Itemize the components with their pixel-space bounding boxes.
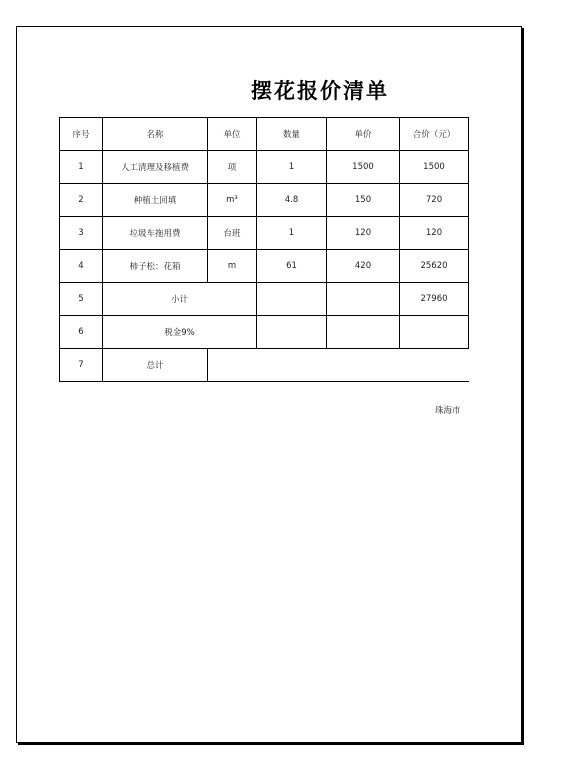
cell-total: 720 [400, 184, 469, 217]
footer-company-note: 珠海市 [435, 406, 461, 416]
cell-total: 25620 [400, 250, 469, 283]
table-row [60, 151, 469, 184]
grand-total-value [208, 349, 469, 382]
header-index: 序号 [60, 118, 103, 151]
table-row [60, 217, 469, 250]
cell-qty: 1 [257, 217, 327, 250]
header-name: 名称 [103, 118, 208, 151]
cell-empty [400, 316, 469, 349]
cell-empty [257, 316, 327, 349]
cell-index: 1 [60, 151, 103, 184]
header-price: 单价 [327, 118, 400, 151]
cell-name: 种植土回填 [103, 184, 208, 217]
cell-unit: m [208, 250, 257, 283]
cell-index: 2 [60, 184, 103, 217]
quote-table-viewport [59, 117, 469, 417]
cell-index: 6 [60, 316, 103, 349]
cell-name: 柿子松：花箱 [103, 250, 208, 283]
cell-qty: 61 [257, 250, 327, 283]
grand-total-row [60, 349, 469, 382]
cell-empty [257, 283, 327, 316]
cell-total: 1500 [400, 151, 469, 184]
cell-price: 150 [327, 184, 400, 217]
cell-price: 120 [327, 217, 400, 250]
cell-index: 5 [60, 283, 103, 316]
subtotal-row [60, 283, 469, 316]
cell-empty [327, 316, 400, 349]
table-header-row [60, 118, 469, 151]
header-total: 合价（元） [400, 118, 469, 151]
cell-unit: m³ [208, 184, 257, 217]
cell-price: 420 [327, 250, 400, 283]
quote-table [59, 117, 469, 382]
cell-qty: 4.8 [257, 184, 327, 217]
header-qty: 数量 [257, 118, 327, 151]
subtotal-label: 小计 [103, 283, 257, 316]
cell-unit: 台班 [208, 217, 257, 250]
cell-unit: 项 [208, 151, 257, 184]
cell-name: 垃圾车拖用费 [103, 217, 208, 250]
cell-index: 4 [60, 250, 103, 283]
tax-label: 税金9% [103, 316, 257, 349]
cell-qty: 1 [257, 151, 327, 184]
grand-total-label: 总计 [103, 349, 208, 382]
table-row [60, 184, 469, 217]
tax-row [60, 316, 469, 349]
cell-empty [327, 283, 400, 316]
table-row [60, 250, 469, 283]
document-title: 摆花报价清单 [251, 78, 389, 103]
cell-index: 3 [60, 217, 103, 250]
subtotal-total: 27960 [400, 283, 469, 316]
cell-price: 1500 [327, 151, 400, 184]
document-page [16, 26, 522, 743]
cell-index: 7 [60, 349, 103, 382]
cell-total: 120 [400, 217, 469, 250]
cell-name: 人工清理及移植费 [103, 151, 208, 184]
header-unit: 单位 [208, 118, 257, 151]
